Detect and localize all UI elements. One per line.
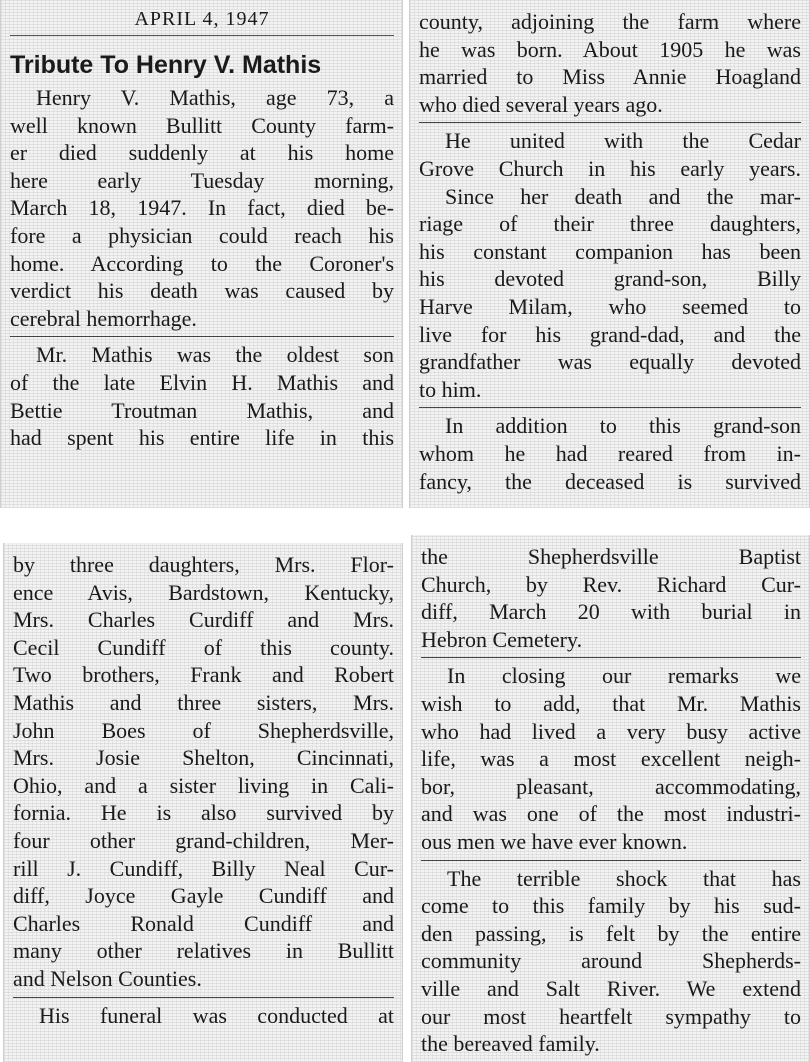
text-line: and was one of the most industri-: [421, 801, 801, 827]
paragraph: [419, 8, 801, 118]
column-rule: [13, 997, 394, 998]
text-line: the Shepherdsville Baptist: [421, 544, 801, 569]
text-line: His funeral was conducted at: [39, 1002, 394, 1028]
text-line: den passing, is felt by the entire: [421, 920, 801, 946]
column-3-clipping: [3, 543, 403, 1062]
paragraph: [421, 865, 801, 1058]
text-line: ence Avis, Bardstown, Kentucky,: [13, 579, 394, 605]
column-rule: [421, 657, 801, 658]
text-line: wish to add, that Mr. Mathis: [421, 690, 801, 716]
text-line: many other relatives in Bullitt: [13, 938, 394, 964]
text-line: Grove Church in his early years.: [419, 155, 801, 181]
text-line: here early Tuesday morning,: [10, 167, 394, 193]
text-line: live for his grand-dad, and the: [419, 321, 801, 347]
text-line: county, adjoining the farm where: [419, 9, 801, 34]
text-line: diff, Joyce Gayle Cundiff and: [13, 883, 394, 909]
column-rule: [419, 122, 801, 123]
paragraph: [421, 543, 801, 653]
text-line: ous men we have ever known.: [421, 828, 688, 854]
text-line: Mrs. Charles Curdiff and Mrs.: [13, 607, 394, 633]
text-line: Henry V. Mathis, age 73, a: [36, 85, 394, 110]
headline: Tribute To Henry V. Mathis: [10, 51, 322, 79]
column-rule: [10, 336, 394, 337]
text-line: The terrible shock that has: [447, 865, 801, 891]
text-line: riage of their three daughters,: [419, 211, 801, 237]
text-line: er died suddenly at his home: [10, 140, 394, 166]
column-rule: [421, 860, 801, 861]
text-line: rill J. Cundiff, Billy Neal Cur-: [13, 855, 394, 881]
text-line: his constant companion has been: [419, 238, 801, 264]
text-line: cerebral hemorrhage.: [10, 305, 197, 331]
text-line: In closing our remarks we: [447, 663, 801, 689]
text-line: come to this family by his sud-: [421, 893, 801, 919]
text-line: March 18, 1947. In fact, died be-: [10, 195, 394, 221]
text-line: Mathis and three sisters, Mrs.: [13, 689, 394, 715]
text-line: Bettie Troutman Mathis, and: [10, 397, 394, 423]
text-line: John Boes of Shepherdsville,: [13, 717, 394, 743]
text-line: his devoted grand-son, Billy: [419, 266, 801, 292]
column-2-clipping: [409, 0, 810, 508]
text-line: Harve Milam, who seemed to: [419, 293, 801, 319]
text-line: to him.: [419, 376, 482, 402]
text-line: Charles Ronald Cundiff and: [13, 910, 394, 936]
text-line: bor, pleasant, accommodating,: [421, 773, 801, 799]
paragraph: [10, 341, 394, 451]
paragraph: [419, 412, 801, 495]
text-line: four other grand-children, Mer-: [13, 827, 394, 853]
text-line: Hebron Cemetery.: [421, 626, 583, 652]
text-line: grandfather was equally devoted: [419, 349, 801, 375]
text-line: fornia. He is also survived by: [13, 800, 394, 826]
text-line: had spent his entire life in this: [10, 425, 394, 451]
paragraph: [419, 127, 801, 403]
text-line: In addition to this grand-son: [445, 413, 801, 439]
text-line: married to Miss Annie Hoagland: [419, 64, 801, 90]
text-line: diff, March 20 with burial in: [421, 599, 801, 625]
text-line: life, was a most excellent neigh-: [421, 746, 801, 772]
text-line: the bereaved family.: [421, 1031, 600, 1057]
text-line: Since her death and the mar-: [445, 183, 801, 209]
text-line: he was born. About 1905 he was: [419, 36, 801, 62]
text-line: Ohio, and a sister living in Cali-: [13, 772, 394, 798]
text-line: whom he had reared from in-: [419, 440, 801, 466]
text-line: and Nelson Counties.: [13, 965, 202, 991]
text-line: fore a physician could reach his: [10, 222, 394, 248]
column-1-clipping: [0, 0, 403, 508]
paragraph: [421, 662, 801, 855]
text-line: who had lived a very busy active: [421, 718, 801, 744]
text-line: well known Bullitt County farm-: [10, 112, 394, 138]
paragraph: [13, 1002, 394, 1030]
paragraph: [10, 84, 394, 332]
text-line: fancy, the deceased is survived: [419, 468, 801, 494]
text-line: of the late Elvin H. Mathis and: [10, 369, 394, 395]
text-line: Two brothers, Frank and Robert: [13, 662, 394, 688]
text-line: Church, by Rev. Richard Cur-: [421, 571, 801, 597]
text-line: Cecil Cundiff of this county.: [13, 634, 394, 660]
text-line: He united with the Cedar: [445, 128, 801, 154]
text-line: ville and Salt River. We extend: [421, 975, 801, 1001]
text-line: our most heartfelt sympathy to: [421, 1003, 801, 1029]
text-line: home. According to the Coroner's: [10, 250, 394, 276]
dateline: APRIL 4, 1947: [10, 8, 394, 36]
text-line: Mrs. Josie Shelton, Cincinnati,: [13, 745, 394, 771]
text-line: by three daughters, Mrs. Flor-: [13, 552, 394, 577]
text-line: who died several years ago.: [419, 91, 663, 117]
text-line: verdict his death was caused by: [10, 278, 394, 304]
text-line: community around Shepherds-: [421, 948, 801, 974]
column-4-clipping: [411, 535, 810, 1062]
paragraph: [13, 551, 394, 993]
column-rule: [419, 407, 801, 408]
text-line: Mr. Mathis was the oldest son: [36, 342, 394, 368]
